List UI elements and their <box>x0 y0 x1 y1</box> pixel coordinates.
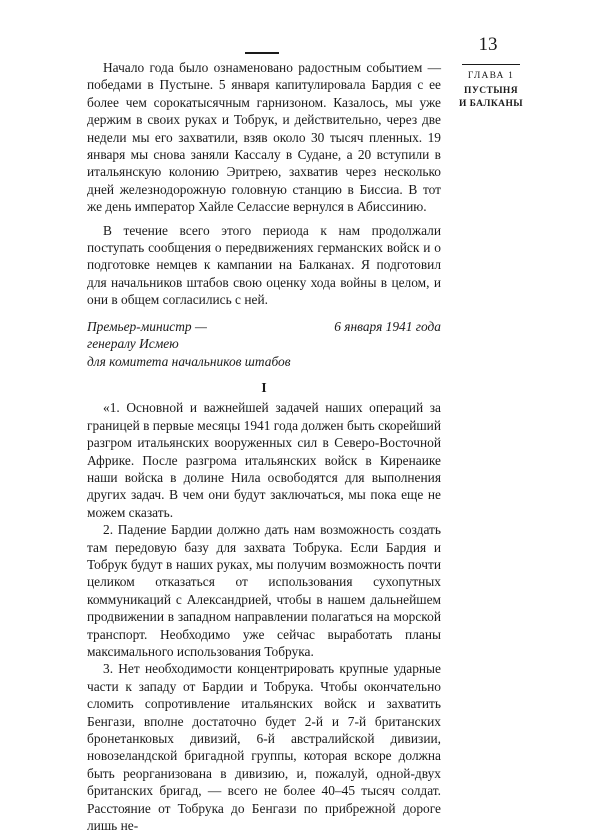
memo-header <box>87 318 441 370</box>
main-text <box>87 59 441 834</box>
intro-paragraph-2: В течение всего этого периода к нам продолжали поступать сообщения о передвижениях германских войск и о подготовке немцев к кампании на Балканах. Я подготовил для начальников штабов свою оценку хода войны в целом, и они в общем согласились с ней. <box>87 222 441 308</box>
section-number: I <box>261 379 267 395</box>
chapter-title <box>452 85 530 111</box>
memo-item-1: «1. Основной и важнейшей задачей наших операций за границей в первые месяцы 1941 года должен быть скорейший разгром итальянских вооруженных сил в Северо-Восточной Африке. После разгрома итальянских войск в Киренаике наши войска в долине Нила освободятся для выполнения других задач. В чем они будут заключаться, мы пока еще не можем сказать. <box>87 400 441 520</box>
memo-body <box>87 399 441 834</box>
intro-paragraph-1: Начало года было ознаменовано радостным событием — победами в Пустыне. 5 января капитулировала Бардия с ее более чем сорокатысячным гарнизоном. Казалось, мы уже держим в своих руках и Тобрук, и действительно, через две недели мы его захватили, взяв около 30 тысяч пленных. 19 января мы снова заняли Кассалу в Судане, а 20 вступили в итальянскую колонию Эритрею, захватив через несколько дней железнодорожную головную станцию в Биссиа. В тот же день император Хайле Селассие вернулся в Абиссинию. <box>87 60 441 215</box>
side-rule <box>462 64 520 65</box>
memo-date: 6 января 1941 года <box>334 318 441 334</box>
memo-item-3: 3. Нет необходимости концентрировать крупные ударные части к западу от Бардии и Тобрука. Чтобы окончательно сломить сопротивление итальянских войск и захватить Бенгази, вполне достаточно будет 2-й и 7-й британских бронетанковых дивизий, 6-й австралийской дивизии, новозеландской бригадной группы, которая вскоре должна быть реорганизована в дивизию, и, пожалуй, одной-двух британских бригад, — всего не более 40–45 тысяч солдат. Расстояние от Тобрука до Бенгази по прибрежной дороге лишь не- <box>87 661 441 834</box>
memo-item-2: 2. Падение Бардии должно дать нам возможность создать там передовую базу для захвата Тобрука. Если Бардия и Тобрук будут в наших руках, мы получим возможность почти целиком отказаться от использования сухопутных коммуникаций с Александрией, чтобы в нашем дальнейшем продвижении в западном направлении полагаться на морской транспорт. Необходимо уже сейчас выработать планы максимального использования Тобрука. <box>87 522 441 659</box>
top-rule <box>245 52 279 54</box>
chapter-title-line1: ПУСТЫНЯ <box>464 86 518 96</box>
page-number: 13 <box>478 34 498 55</box>
memo-from: Премьер-министр — <box>87 318 207 334</box>
memo-to: генералу Исмею <box>87 336 179 352</box>
chapter-label: ГЛАВА 1 <box>467 71 515 81</box>
chapter-title-line2: И БАЛКАНЫ <box>459 99 523 109</box>
memo-for: для комитета начальников штабов <box>87 353 291 369</box>
